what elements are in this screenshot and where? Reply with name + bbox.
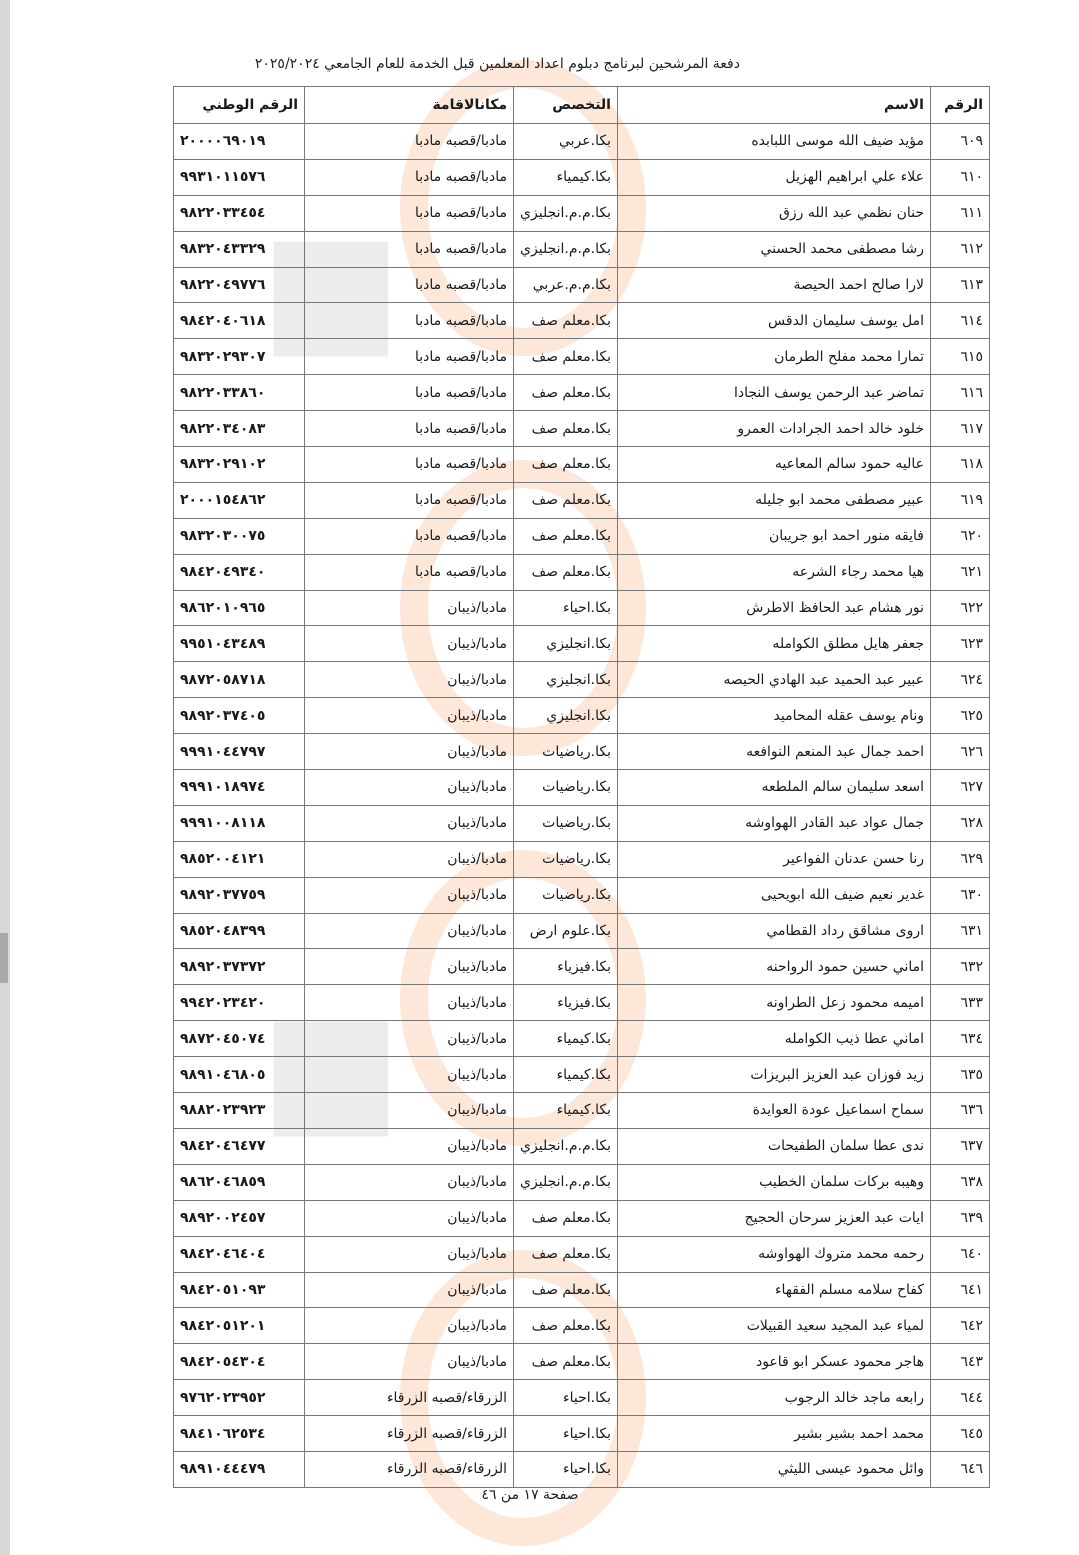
header-name: الاسم xyxy=(617,87,930,124)
table-row xyxy=(174,698,990,734)
cell-name: اماني حسين حمود الرواحنه xyxy=(617,949,930,985)
cell-name: هيا محمد رجاء الشرعه xyxy=(617,554,930,590)
viewer-left-edge xyxy=(0,0,10,1555)
cell-national-id: ٩٨٤٢٠٥١٢٠١ xyxy=(174,1308,305,1344)
cell-name: احمد جمال عبد المنعم النوافعه xyxy=(617,734,930,770)
cell-name: عبير عبد الحميد عبد الهادي الحيصه xyxy=(617,662,930,698)
table-row xyxy=(174,1451,990,1487)
cell-name: هاجر محمود عسكر ابو قاعود xyxy=(617,1344,930,1380)
cell-national-id: ٩٩٩١٠١٨٩٧٤ xyxy=(174,770,305,806)
cell-number: ٦٤٤ xyxy=(931,1380,990,1416)
cell-residence: مادبا/ذيبان xyxy=(305,805,514,841)
cell-number: ٦٢١ xyxy=(931,554,990,590)
page-number: صفحة ١٧ من ٤٦ xyxy=(481,1487,579,1503)
table-row xyxy=(174,734,990,770)
table-row xyxy=(174,1057,990,1093)
table-row xyxy=(174,1164,990,1200)
cell-national-id: ٩٨٩٢٠٣٧٤٠٥ xyxy=(174,698,305,734)
table-row xyxy=(174,339,990,375)
cell-specialization: بكا.رياضيات xyxy=(514,841,618,877)
table-row xyxy=(174,231,990,267)
cell-national-id: ٩٨٩١٠٤٦٨٠٥ xyxy=(174,1057,305,1093)
cell-residence: مادبا/ذيبان xyxy=(305,1344,514,1380)
cell-number: ٦٢٤ xyxy=(931,662,990,698)
cell-residence: مادبا/قصبه مادبا xyxy=(305,159,514,195)
cell-name: كفاح سلامه مسلم الفقهاء xyxy=(617,1272,930,1308)
table-row xyxy=(174,1093,990,1129)
cell-specialization: بكا.احياء xyxy=(514,1416,618,1452)
cell-residence: الزرقاء/قصبه الزرقاء xyxy=(305,1380,514,1416)
cell-national-id: ٩٩٣١٠١١٥٧٦ xyxy=(174,159,305,195)
cell-national-id: ٢٠٠٠٠٦٩٠١٩ xyxy=(174,124,305,160)
table-row xyxy=(174,913,990,949)
cell-specialization: بكا.معلم صف xyxy=(514,1200,618,1236)
cell-number: ٦١٩ xyxy=(931,482,990,518)
cell-residence: مادبا/قصبه مادبا xyxy=(305,231,514,267)
cell-national-id: ٩٨٤١٠٦٢٥٣٤ xyxy=(174,1416,305,1452)
cell-residence: مادبا/قصبه مادبا xyxy=(305,411,514,447)
cell-number: ٦١٣ xyxy=(931,267,990,303)
cell-name: محمد احمد بشير بشير xyxy=(617,1416,930,1452)
cell-name: جمال عواد عبد القادر الهواوشه xyxy=(617,805,930,841)
table-row xyxy=(174,949,990,985)
watermark-logo: ■ xyxy=(260,980,402,1154)
cell-national-id: ٩٨٧٢٠٥٨٧١٨ xyxy=(174,662,305,698)
cell-specialization: بكا.معلم صف xyxy=(514,1236,618,1272)
cell-national-id: ٩٩٩١٠٠٨١١٨ xyxy=(174,805,305,841)
cell-specialization: بكا.علوم ارض xyxy=(514,913,618,949)
cell-residence: مادبا/ذيبان xyxy=(305,1272,514,1308)
cell-national-id: ٩٨٨٢٠٢٣٩٢٣ xyxy=(174,1093,305,1129)
cell-national-id: ٩٨٤٢٠٤٩٣٤٠ xyxy=(174,554,305,590)
cell-residence: مادبا/ذيبان xyxy=(305,626,514,662)
cell-national-id: ٩٨٣٢٠٢٩١٠٢ xyxy=(174,447,305,483)
cell-name: تمارا محمد مفلح الطرمان xyxy=(617,339,930,375)
table-row xyxy=(174,195,990,231)
cell-specialization: بكا.انجليزي xyxy=(514,662,618,698)
table-row xyxy=(174,1416,990,1452)
cell-specialization: بكا.معلم صف xyxy=(514,411,618,447)
cell-name: ونام يوسف عقله المحاميد xyxy=(617,698,930,734)
cell-number: ٦٢٦ xyxy=(931,734,990,770)
cell-national-id: ٩٨٢٢٠٣٣٨٦٠ xyxy=(174,375,305,411)
cell-number: ٦٤٦ xyxy=(931,1451,990,1487)
cell-number: ٦١٧ xyxy=(931,411,990,447)
header-residence: مكانالاقامة xyxy=(305,87,514,124)
cell-name: عاليه حمود سالم المعاعيه xyxy=(617,447,930,483)
cell-residence: مادبا/ذيبان xyxy=(305,1200,514,1236)
cell-national-id: ٩٨٢٢٠٤٩٧٧٦ xyxy=(174,267,305,303)
cell-national-id: ٩٨٢٢٠٣٣٤٥٤ xyxy=(174,195,305,231)
cell-number: ٦٣٣ xyxy=(931,985,990,1021)
cell-number: ٦١١ xyxy=(931,195,990,231)
cell-residence: مادبا/ذيبان xyxy=(305,1128,514,1164)
table-row xyxy=(174,124,990,160)
header-national-id: الرقم الوطني xyxy=(174,87,305,124)
cell-name: علاء علي ابراهيم الهزيل xyxy=(617,159,930,195)
table-row xyxy=(174,877,990,913)
table-row xyxy=(174,805,990,841)
cell-name: رحمه محمد متروك الهواوشه xyxy=(617,1236,930,1272)
cell-specialization: بكا.معلم صف xyxy=(514,482,618,518)
cell-number: ٦٤١ xyxy=(931,1272,990,1308)
cell-name: نور هشام عبد الحافظ الاطرش xyxy=(617,590,930,626)
cell-specialization: بكا.كيمياء xyxy=(514,1021,618,1057)
cell-national-id: ٩٨٢٢٠٣٤٠٨٣ xyxy=(174,411,305,447)
header-specialization: التخصص xyxy=(514,87,618,124)
cell-name: امل يوسف سليمان الدقس xyxy=(617,303,930,339)
cell-residence: مادبا/قصبه مادبا xyxy=(305,554,514,590)
cell-national-id: ٩٨٤٢٠٤٦٤٧٧ xyxy=(174,1128,305,1164)
cell-name: مؤيد ضيف الله موسى اللبابده xyxy=(617,124,930,160)
cell-specialization: بكا.كيمياء xyxy=(514,159,618,195)
cell-specialization: بكا.احياء xyxy=(514,1380,618,1416)
cell-number: ٦٢٣ xyxy=(931,626,990,662)
cell-residence: مادبا/قصبه مادبا xyxy=(305,267,514,303)
table-row xyxy=(174,482,990,518)
cell-specialization: بكا.م.م.انجليزي xyxy=(514,1164,618,1200)
cell-number: ٦١٦ xyxy=(931,375,990,411)
cell-national-id: ٩٨٧٢٠٤٥٠٧٤ xyxy=(174,1021,305,1057)
cell-name: وهيبه بركات سلمان الخطيب xyxy=(617,1164,930,1200)
cell-residence: مادبا/قصبه مادبا xyxy=(305,303,514,339)
cell-specialization: بكا.معلم صف xyxy=(514,1344,618,1380)
cell-national-id: ٩٨٥٢٠٠٤١٢١ xyxy=(174,841,305,877)
viewer-side-handle[interactable] xyxy=(0,933,8,983)
cell-residence: الزرقاء/قصبه الزرقاء xyxy=(305,1416,514,1452)
table-row xyxy=(174,159,990,195)
cell-number: ٦٢٨ xyxy=(931,805,990,841)
table-row xyxy=(174,1200,990,1236)
cell-specialization: بكا.معلم صف xyxy=(514,303,618,339)
cell-national-id: ٩٩٩١٠٤٤٧٩٧ xyxy=(174,734,305,770)
cell-number: ٦٢٢ xyxy=(931,590,990,626)
cell-residence: مادبا/قصبه مادبا xyxy=(305,195,514,231)
cell-name: فايقه منور احمد ابو جريبان xyxy=(617,518,930,554)
cell-name: رشا مصطفى محمد الحسني xyxy=(617,231,930,267)
table-body xyxy=(174,124,990,1488)
cell-number: ٦٣٥ xyxy=(931,1057,990,1093)
cell-national-id: ٩٨٣٢٠٣٠٠٧٥ xyxy=(174,518,305,554)
cell-name: ندى عطا سلمان الطفيحات xyxy=(617,1128,930,1164)
cell-specialization: بكا.كيمياء xyxy=(514,1057,618,1093)
cell-residence: مادبا/ذيبان xyxy=(305,1021,514,1057)
table-row xyxy=(174,1344,990,1380)
cell-residence: مادبا/ذيبان xyxy=(305,841,514,877)
cell-name: وائل محمود عيسى الليثي xyxy=(617,1451,930,1487)
cell-residence: مادبا/ذيبان xyxy=(305,770,514,806)
cell-name: تماضر عبد الرحمن يوسف النجادا xyxy=(617,375,930,411)
cell-residence: الزرقاء/قصبه الزرقاء xyxy=(305,1451,514,1487)
table-header-row xyxy=(174,87,990,124)
cell-national-id: ٩٨٩١٠٤٤٤٧٩ xyxy=(174,1451,305,1487)
table-row xyxy=(174,1272,990,1308)
cell-residence: مادبا/ذيبان xyxy=(305,734,514,770)
cell-name: لارا صالح احمد الحيصة xyxy=(617,267,930,303)
cell-number: ٦١٢ xyxy=(931,231,990,267)
table-row xyxy=(174,626,990,662)
cell-name: اميمه محمود زعل الطراونه xyxy=(617,985,930,1021)
cell-national-id: ٩٨٣٢٠٢٩٣٠٧ xyxy=(174,339,305,375)
cell-national-id: ٩٩٤٢٠٢٣٤٢٠ xyxy=(174,985,305,1021)
document-title: دفعة المرشحين لبرنامج دبلوم اعداد المعلمين قبل الخدمة للعام الجامعي ٢٠٢٥/٢٠٢٤ xyxy=(254,56,740,72)
cell-number: ٦٣١ xyxy=(931,913,990,949)
cell-specialization: بكا.معلم صف xyxy=(514,1272,618,1308)
cell-residence: مادبا/ذيبان xyxy=(305,1164,514,1200)
cell-residence: مادبا/قصبه مادبا xyxy=(305,375,514,411)
cell-national-id: ٩٨٦٢٠١٠٩٦٥ xyxy=(174,590,305,626)
cell-national-id: ٩٨٩٢٠٣٧٣٧٢ xyxy=(174,949,305,985)
cell-number: ٦١٠ xyxy=(931,159,990,195)
cell-name: حنان نظمي عبد الله رزق xyxy=(617,195,930,231)
cell-residence: مادبا/قصبه مادبا xyxy=(305,447,514,483)
cell-residence: مادبا/ذيبان xyxy=(305,662,514,698)
cell-name: ايات عبد العزيز سرحان الحجيج xyxy=(617,1200,930,1236)
table-row xyxy=(174,985,990,1021)
cell-name: اسعد سليمان سالم الملطعه xyxy=(617,770,930,806)
cell-specialization: بكا.معلم صف xyxy=(514,375,618,411)
cell-name: رنا حسن عدنان الفواعير xyxy=(617,841,930,877)
cell-specialization: بكا.م.م.عربي xyxy=(514,267,618,303)
table-row xyxy=(174,662,990,698)
table-row xyxy=(174,1308,990,1344)
cell-number: ٦٢٥ xyxy=(931,698,990,734)
table-row xyxy=(174,1236,990,1272)
table-row xyxy=(174,447,990,483)
table-row xyxy=(174,770,990,806)
cell-specialization: بكا.معلم صف xyxy=(514,554,618,590)
cell-number: ٦١٤ xyxy=(931,303,990,339)
cell-name: اماني عطا ذيب الكوامله xyxy=(617,1021,930,1057)
cell-residence: مادبا/ذيبان xyxy=(305,698,514,734)
cell-number: ٦٢٧ xyxy=(931,770,990,806)
cell-specialization: بكا.م.م.انجليزي xyxy=(514,195,618,231)
cell-residence: مادبا/قصبه مادبا xyxy=(305,518,514,554)
cell-specialization: بكا.احياء xyxy=(514,1451,618,1487)
cell-residence: مادبا/ذيبان xyxy=(305,985,514,1021)
cell-specialization: بكا.رياضيات xyxy=(514,770,618,806)
cell-residence: مادبا/ذيبان xyxy=(305,1236,514,1272)
table-row xyxy=(174,303,990,339)
cell-specialization: بكا.معلم صف xyxy=(514,339,618,375)
table-row xyxy=(174,518,990,554)
table-row xyxy=(174,1380,990,1416)
cell-residence: مادبا/ذيبان xyxy=(305,949,514,985)
cell-specialization: بكا.رياضيات xyxy=(514,877,618,913)
cell-specialization: بكا.معلم صف xyxy=(514,518,618,554)
cell-specialization: بكا.معلم صف xyxy=(514,447,618,483)
cell-national-id: ٩٧٦٢٠٢٣٩٥٢ xyxy=(174,1380,305,1416)
table-row xyxy=(174,1021,990,1057)
cell-residence: مادبا/ذيبان xyxy=(305,877,514,913)
cell-name: غدير نعيم ضيف الله ابويحيى xyxy=(617,877,930,913)
cell-residence: مادبا/ذيبان xyxy=(305,1057,514,1093)
cell-national-id: ٩٨٩٢٠٠٢٤٥٧ xyxy=(174,1200,305,1236)
cell-residence: مادبا/قصبه مادبا xyxy=(305,339,514,375)
table-row xyxy=(174,841,990,877)
table-row xyxy=(174,554,990,590)
cell-number: ٦٣٢ xyxy=(931,949,990,985)
cell-number: ٦٣٨ xyxy=(931,1164,990,1200)
cell-number: ٦٠٩ xyxy=(931,124,990,160)
cell-number: ٦١٨ xyxy=(931,447,990,483)
header-number: الرقم xyxy=(931,87,990,124)
cell-residence: مادبا/ذيبان xyxy=(305,1093,514,1129)
table-row xyxy=(174,267,990,303)
cell-number: ٦٣٠ xyxy=(931,877,990,913)
cell-number: ٦٤٥ xyxy=(931,1416,990,1452)
cell-specialization: بكا.كيمياء xyxy=(514,1093,618,1129)
cell-name: خلود خالد احمد الجرادات العمرو xyxy=(617,411,930,447)
cell-specialization: بكا.انجليزي xyxy=(514,698,618,734)
cell-national-id: ٩٨٤٢٠٥٤٣٠٤ xyxy=(174,1344,305,1380)
cell-number: ٦٤٣ xyxy=(931,1344,990,1380)
cell-number: ٦٣٧ xyxy=(931,1128,990,1164)
cell-number: ٦٢٩ xyxy=(931,841,990,877)
cell-number: ٦١٥ xyxy=(931,339,990,375)
table-row xyxy=(174,590,990,626)
cell-national-id: ٩٨٩٢٠٣٧٧٥٩ xyxy=(174,877,305,913)
table-row xyxy=(174,411,990,447)
cell-residence: مادبا/ذيبان xyxy=(305,590,514,626)
cell-residence: مادبا/ذيبان xyxy=(305,1308,514,1344)
cell-national-id: ٩٨٤٢٠٥١٠٩٣ xyxy=(174,1272,305,1308)
cell-national-id: ٩٨٦٢٠٤٦٨٥٩ xyxy=(174,1164,305,1200)
cell-residence: مادبا/قصبه مادبا xyxy=(305,124,514,160)
cell-specialization: بكا.رياضيات xyxy=(514,805,618,841)
cell-residence: مادبا/قصبه مادبا xyxy=(305,482,514,518)
cell-specialization: بكا.م.م.انجليزي xyxy=(514,231,618,267)
cell-specialization: بكا.انجليزي xyxy=(514,626,618,662)
watermark-logo: ■ xyxy=(260,200,402,374)
cell-name: رابعه ماجد خالد الرجوب xyxy=(617,1380,930,1416)
cell-specialization: بكا.فيزياء xyxy=(514,949,618,985)
cell-name: جعفر هايل مطلق الكوامله xyxy=(617,626,930,662)
cell-name: اروى مشاقق رداد القطامي xyxy=(617,913,930,949)
cell-number: ٦٣٦ xyxy=(931,1093,990,1129)
cell-national-id: ٩٨٥٢٠٤٨٣٩٩ xyxy=(174,913,305,949)
cell-specialization: بكا.معلم صف xyxy=(514,1308,618,1344)
cell-name: زيد فوزان عبد العزيز البريزات xyxy=(617,1057,930,1093)
cell-national-id: ٩٨٤٢٠٤٦٤٠٤ xyxy=(174,1236,305,1272)
cell-national-id: ٩٨٤٢٠٤٠٦١٨ xyxy=(174,303,305,339)
cell-name: سماح اسماعيل عودة العوايدة xyxy=(617,1093,930,1129)
cell-number: ٦٢٠ xyxy=(931,518,990,554)
cell-number: ٦٤٠ xyxy=(931,1236,990,1272)
cell-specialization: بكا.رياضيات xyxy=(514,734,618,770)
cell-specialization: بكا.فيزياء xyxy=(514,985,618,1021)
cell-national-id: ٩٩٥١٠٤٣٤٨٩ xyxy=(174,626,305,662)
cell-specialization: بكا.م.م.انجليزي xyxy=(514,1128,618,1164)
cell-name: لمياء عبد المجيد سعيد القبيلات xyxy=(617,1308,930,1344)
cell-national-id: ٢٠٠٠١٥٤٨٦٢ xyxy=(174,482,305,518)
cell-number: ٦٣٤ xyxy=(931,1021,990,1057)
cell-specialization: بكا.احياء xyxy=(514,590,618,626)
cell-number: ٦٤٢ xyxy=(931,1308,990,1344)
cell-number: ٦٣٩ xyxy=(931,1200,990,1236)
cell-residence: مادبا/ذيبان xyxy=(305,913,514,949)
candidates-table xyxy=(173,86,990,1488)
cell-name: عبير مصطفى محمد ابو جليله xyxy=(617,482,930,518)
cell-specialization: بكا.عربي xyxy=(514,124,618,160)
table-row xyxy=(174,1128,990,1164)
table-row xyxy=(174,375,990,411)
cell-national-id: ٩٨٣٢٠٤٣٣٢٩ xyxy=(174,231,305,267)
